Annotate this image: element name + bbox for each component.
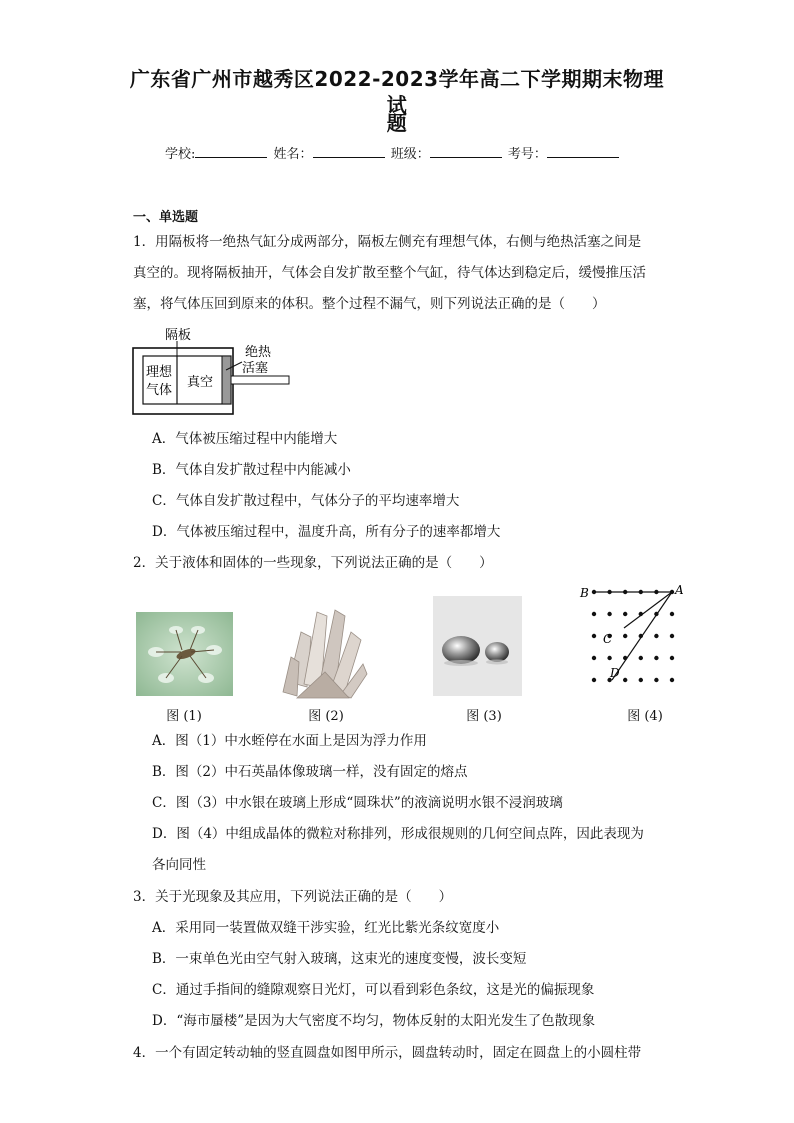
lattice-label-a: A [675, 583, 684, 597]
lattice-point [623, 612, 627, 616]
q3-option-c[interactable]: C．通过手指间的缝隙观察日光灯，可以看到彩色条纹，这是光的偏振现象 [152, 982, 595, 998]
label-piston-1: 绝热 [245, 345, 272, 360]
student-info-row [165, 145, 621, 164]
name-label: 姓名： [273, 147, 313, 162]
lattice-point [670, 678, 674, 682]
exam-no-field[interactable] [547, 145, 619, 158]
q3-option-a[interactable]: A．采用同一装置做双缝干涉实验，红光比紫光条纹宽度小 [152, 920, 500, 936]
piston-rod [231, 376, 289, 384]
lattice-point [654, 656, 658, 660]
q1-line1: 1．用隔板将一绝热气缸分成两部分，隔板左侧充有理想气体，右侧与绝热活塞之间是 [133, 234, 642, 250]
q1-option-c[interactable]: C．气体自发扩散过程中，气体分子的平均速率增大 [152, 493, 460, 509]
q3-line1: 3．关于光现象及其应用，下列说法正确的是（ ） [133, 889, 453, 905]
lattice-label-d: D [610, 666, 620, 680]
q3-option-d[interactable]: D．“海市蜃楼”是因为大气密度不均匀，物体反射的太阳光发生了色散现象 [152, 1013, 596, 1029]
q3-option-b[interactable]: B．一束单色光由空气射入玻璃，这束光的速度变慢，波长变短 [152, 951, 527, 967]
q1-option-d[interactable]: D．气体被压缩过程中，温度升高，所有分子的速率都增大 [152, 524, 501, 540]
q1-line2: 真空的。现将隔板抽开，气体会自发扩散至整个气缸，待气体达到稳定后，缓慢推压活 [133, 265, 646, 281]
caption-figure-4: 图 (4) [627, 709, 663, 724]
lattice-point [607, 612, 611, 616]
q2-option-c[interactable]: C．图（3）中水银在玻璃上形成“圆珠状”的液滴说明水银不浸润玻璃 [152, 795, 563, 811]
lattice-label-c: C [603, 632, 613, 646]
name-field[interactable] [313, 145, 385, 158]
q2-option-d-cont: 各向同性 [152, 857, 206, 873]
crystal-lattice-diagram [576, 580, 686, 692]
school-label: 学校: [165, 147, 196, 162]
label-gas-1: 理想 [146, 365, 173, 380]
lattice-point [623, 678, 627, 682]
section-heading: 一、单选题 [133, 210, 199, 225]
label-vacuum: 真空 [187, 375, 214, 390]
label-piston-2: 活塞 [242, 361, 269, 376]
exam-title-line1: 广东省广州市越秀区2022-2023学年高二下学期期末物理试 [129, 67, 665, 117]
class-label: 班级： [390, 147, 430, 162]
lattice-point [592, 678, 596, 682]
class-field[interactable] [430, 145, 502, 158]
water-strider-image [136, 612, 233, 696]
lattice-point [670, 612, 674, 616]
school-field[interactable] [195, 145, 267, 158]
lattice-point [654, 678, 658, 682]
q1-option-b[interactable]: B．气体自发扩散过程中内能减小 [152, 462, 351, 478]
q1-line3: 塞，将气体压回到原来的体积。整个过程不漏气，则下列说法正确的是（ ） [133, 296, 606, 312]
lattice-point [654, 634, 658, 638]
caption-figure-2: 图 (2) [308, 709, 344, 724]
lattice-point [639, 656, 643, 660]
q2-line1: 2．关于液体和固体的一些现象，下列说法正确的是（ ） [133, 555, 493, 571]
exam-title-line2: 题 [386, 111, 408, 135]
quartz-crystal-image [279, 602, 369, 702]
label-partition: 隔板 [165, 328, 192, 343]
lattice-point [592, 656, 596, 660]
q1-option-a[interactable]: A．气体被压缩过程中内能增大 [152, 431, 338, 447]
q2-option-b[interactable]: B．图（2）中石英晶体像玻璃一样，没有固定的熔点 [152, 764, 468, 780]
q4-line1: 4．一个有固定转动轴的竖直圆盘如图甲所示，圆盘转动时，固定在圆盘上的小圆柱带 [133, 1045, 642, 1061]
lattice-point [639, 678, 643, 682]
lattice-point [623, 634, 627, 638]
caption-figure-1: 图 (1) [166, 709, 202, 724]
lattice-label-b: B [580, 586, 589, 600]
lattice-point [607, 656, 611, 660]
piston [222, 356, 231, 404]
q2-option-a[interactable]: A．图（1）中水蛭停在水面上是因为浮力作用 [152, 733, 427, 749]
lattice-point [592, 634, 596, 638]
mercury-drops-image [433, 596, 522, 696]
q1-cylinder-figure [130, 326, 300, 418]
lattice-point [670, 634, 674, 638]
exam-no-label: 考号： [507, 147, 547, 162]
label-gas-2: 气体 [146, 383, 173, 398]
lattice-point [670, 656, 674, 660]
q2-option-d[interactable]: D．图（4）中组成晶体的微粒对称排列，形成很规则的几何空间点阵，因此表现为 [152, 826, 644, 842]
lattice-point [592, 612, 596, 616]
caption-figure-3: 图 (3) [466, 709, 502, 724]
